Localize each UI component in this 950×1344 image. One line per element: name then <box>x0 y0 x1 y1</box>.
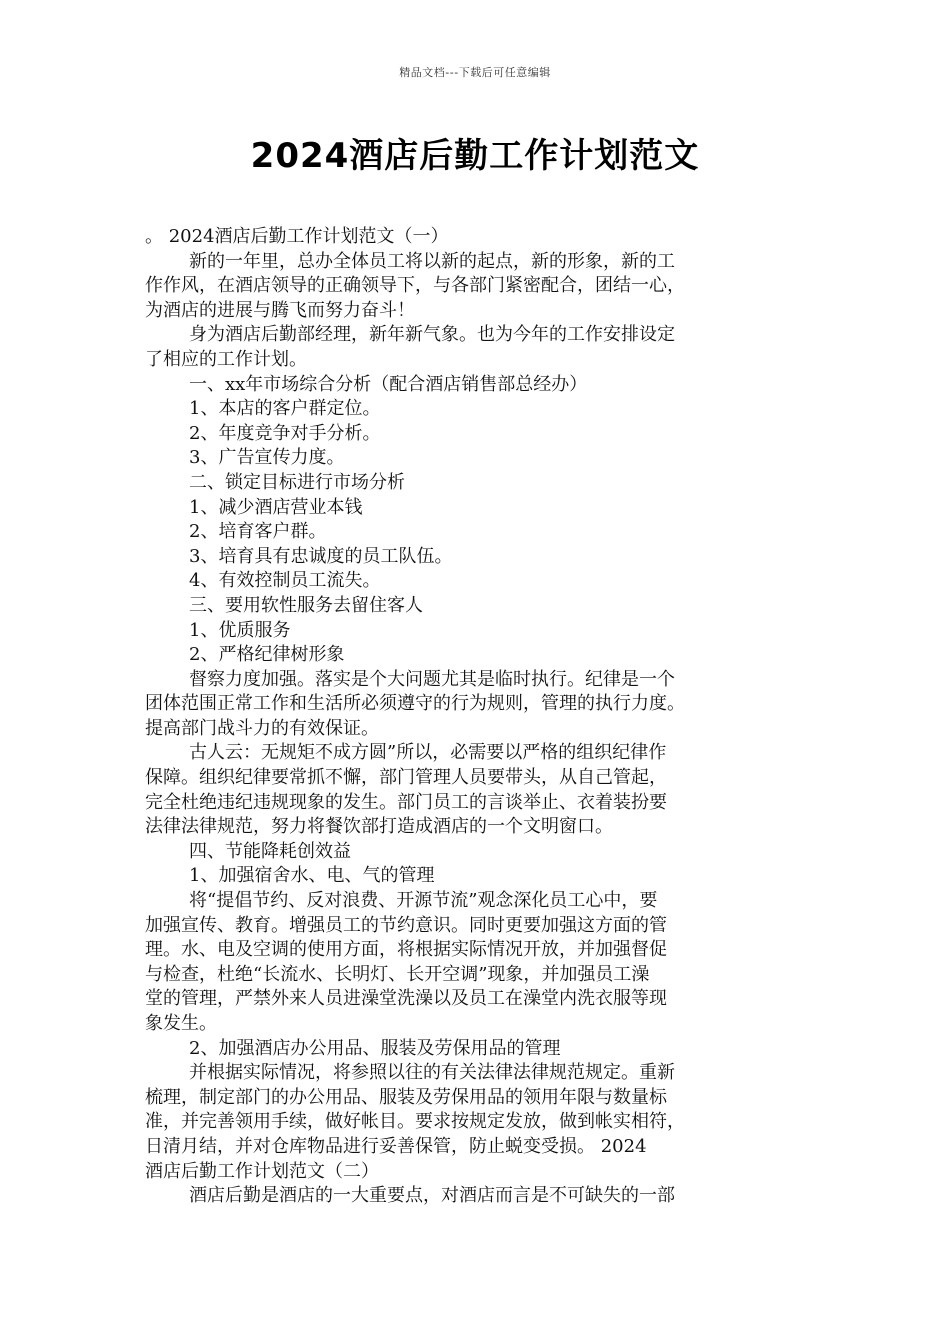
text-line: 与检查，杜绝“长流水、长明灯、长开空调”现象，并加强员工澡 <box>145 963 650 985</box>
header-note: 精品文档---下载后可任意编辑 <box>399 66 551 79</box>
text-line: 酒店后勤工作计划范文（二） <box>145 1160 379 1182</box>
text-line: 督察力度加强。落实是个大问题尤其是临时执行。纪律是一个 <box>189 668 675 690</box>
text-line: 2、加强酒店办公用品、服装及劳保用品的管理 <box>189 1037 561 1059</box>
text-line: 为酒店的进展与腾飞而努力奋斗！ <box>145 299 415 321</box>
text-line: 二、锁定目标进行市场分析 <box>189 471 405 493</box>
text-line: 完全杜绝违纪违规现象的发生。部门员工的言谈举止、衣着装扮要 <box>145 791 667 813</box>
text-line: 作作风，在酒店领导的正确领导下，与各部门紧密配合，团结一心， <box>145 275 685 297</box>
text-line: 法律法律规范，努力将餐饮部打造成酒店的一个文明窗口。 <box>145 816 613 838</box>
text-line: 1、本店的客户群定位。 <box>189 398 381 420</box>
text-line: 四、节能降耗创效益 <box>189 840 351 862</box>
text-line: 保障。组织纪律要常抓不懈，部门管理人员要带头，从自己管起， <box>145 767 667 789</box>
text-line: 古人云：无规矩不成方圆”所以，必需要以严格的组织纪律作 <box>189 742 667 764</box>
text-line: 将“提倡节约、反对浪费、开源节流”观念深化员工心中，要 <box>189 890 658 912</box>
text-line: 3、培育具有忠诚度的员工队伍。 <box>189 545 453 567</box>
text-line: 了相应的工作计划。 <box>145 348 307 370</box>
text-line: 2、严格纪律树形象 <box>189 644 345 666</box>
text-line: 1、优质服务 <box>189 619 291 641</box>
text-line: 梳理，制定部门的办公用品、服装及劳保用品的领用年限与数量标 <box>145 1086 667 1108</box>
text-line: 2、年度竞争对手分析。 <box>189 422 381 444</box>
text-line: 新的一年里，总办全体员工将以新的起点，新的形象，新的工 <box>189 250 675 272</box>
text-line: 2、培育客户群。 <box>189 521 327 543</box>
document-title: 2024酒店后勤工作计划范文 <box>250 136 700 176</box>
text-line: 象发生。 <box>145 1013 217 1034</box>
text-line: 堂的管理，严禁外来人员进澡堂洗澡以及员工在澡堂内洗衣服等现 <box>145 988 667 1010</box>
text-line: 三、要用软性服务去留住客人 <box>189 594 423 616</box>
text-line: 3、广告宣传力度。 <box>189 447 345 469</box>
text-line: 日清月结，并对仓库物品进行妥善保管，防止蜕变受损。 2024 <box>145 1135 647 1157</box>
text-line: 酒店后勤是酒店的一大重要点，对酒店而言是不可缺失的一部 <box>189 1185 675 1207</box>
text-line: 提高部门战斗力的有效保证。 <box>145 717 379 739</box>
document-body <box>145 225 825 1209</box>
text-line: 4、有效控制员工流失。 <box>189 570 381 592</box>
text-line: 加强宣传、教育。增强员工的节约意识。同时更要加强这方面的管 <box>145 914 667 936</box>
text-line: 团体范围正常工作和生活所必须遵守的行为规则，管理的执行力度。 <box>145 693 685 715</box>
text-line: 并根据实际情况，将参照以往的有关法律法律规范规定。重新 <box>189 1062 675 1084</box>
text-line: 理。水、电及空调的使用方面，将根据实际情况开放，并加强督促 <box>145 939 667 961</box>
text-line: 身为酒店后勤部经理，新年新气象。也为今年的工作安排设定 <box>189 324 675 346</box>
text-line: 1、减少酒店营业本钱 <box>189 496 363 518</box>
text-line: 1、加强宿舍水、电、气的管理 <box>189 865 435 887</box>
text-line: 一、xx年市场综合分析（配合酒店销售部总经办） <box>189 373 588 395</box>
text-line: 准，并完善领用手续，做好帐目。要求按规定发放，做到帐实相符， <box>145 1111 685 1133</box>
text-line: 。 2024酒店后勤工作计划范文（一） <box>145 226 449 247</box>
